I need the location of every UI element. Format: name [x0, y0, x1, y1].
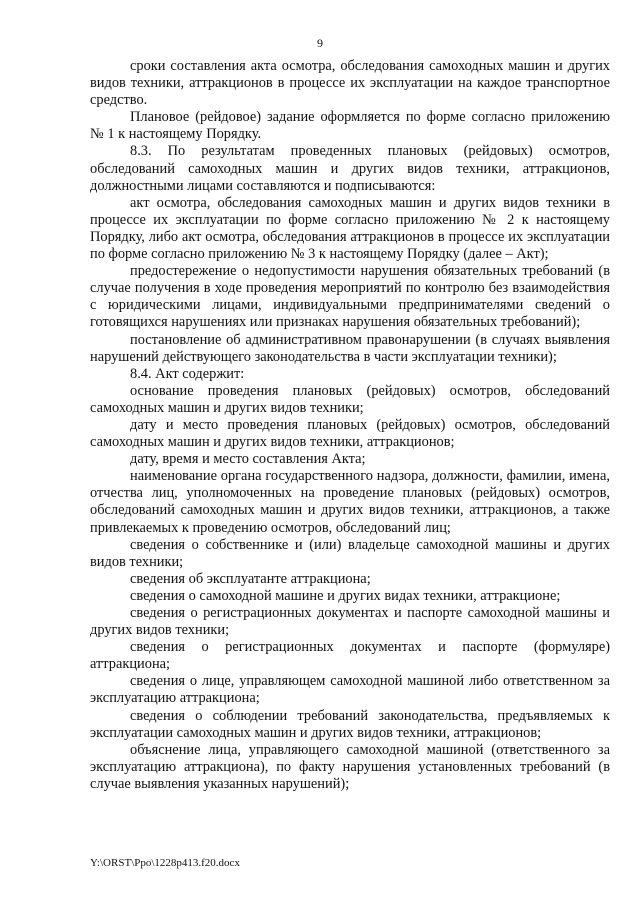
paragraph: сведения о лице, управляющем самоходной машиной либо ответственном за эксплуатацию аттракциона; [90, 673, 610, 707]
document-body [90, 58, 610, 793]
paragraph: наименование органа государственного надзора, должности, фамилии, имена, отчества лиц, уполномоченных на проведение плановых (рейдовых) осмотров, обследований самоходных машин и других видов техники, аттракционов, а также привлекаемых к проведению осмотров, обследований лиц; [90, 468, 610, 536]
paragraph: сведения о собственнике и (или) владельце самоходной машины и других видов техники; [90, 536, 610, 570]
paragraph: 8.3. По результатам проведенных плановых (рейдовых) осмотров, обследований самоходных машин и других видов техники, аттракционов, должностными лицами составляются и подписываются: [90, 143, 610, 194]
paragraph: 8.4. Акт содержит: [130, 365, 245, 382]
paragraph: сведения о самоходной машине и других видах техники, аттракционе; [130, 587, 561, 604]
paragraph: Плановое (рейдовое) задание оформляется по форме согласно приложению № 1 к настоящему Порядку. [90, 109, 610, 143]
paragraph: основание проведения плановых (рейдовых) осмотров, обследований самоходных машин и других видов техники; [90, 382, 610, 416]
paragraph: объяснение лица, управляющего самоходной машиной (ответственного за эксплуатацию аттракциона), по факту нарушения установленных требований (в случае выявления указанных нарушений); [90, 741, 610, 792]
paragraph: сведения о регистрационных документах и паспорте самоходной машины и других видов техники; [90, 605, 610, 639]
paragraph: акт осмотра, обследования самоходных машин и других видов техники в процессе их эксплуатации по форме согласно приложению № 2 к настоящему Порядку, либо акт осмотра, обследования аттракционов в процессе их эксплуатации по форме согласно приложению № 3 к настоящему Порядку (далее – Акт); [90, 194, 610, 263]
paragraph: сведения о соблюдении требований законодательства, предъявляемых к эксплуатации самоходных машин и других видов техники, аттракционов; [90, 707, 610, 741]
paragraph: предостережение о недопустимости нарушения обязательных требований (в случае получения в ходе проведения мероприятий по контролю без взаимодействия с юридическими лицами, индивидуальными предпринимателями сведений о готовящихся нарушениях или признаках нарушения обязательных требований); [90, 263, 610, 331]
paragraph: сроки составления акта осмотра, обследования самоходных машин и других видов техники, аттракционов в процессе их эксплуатации на каждое транспортное средство. [90, 58, 610, 109]
paragraph: постановление об административном правонарушении (в случаях выявления нарушений действующего законодательства в части эксплуатации техники); [90, 331, 610, 365]
page-number: 9 [317, 36, 323, 50]
paragraph: сведения об эксплуатанте аттракциона; [130, 570, 371, 587]
paragraph: дату, время и место составления Акта; [130, 451, 366, 468]
paragraph: дату и место проведения плановых (рейдовых) осмотров, обследований самоходных машин и других видов техники, аттракционов; [90, 416, 610, 451]
footer-file-path: Y:\ORST\Ppo\1228p413.f20.docx [90, 857, 240, 869]
paragraph: сведения о регистрационных документах и паспорте (формуляре) аттракциона; [90, 639, 610, 673]
